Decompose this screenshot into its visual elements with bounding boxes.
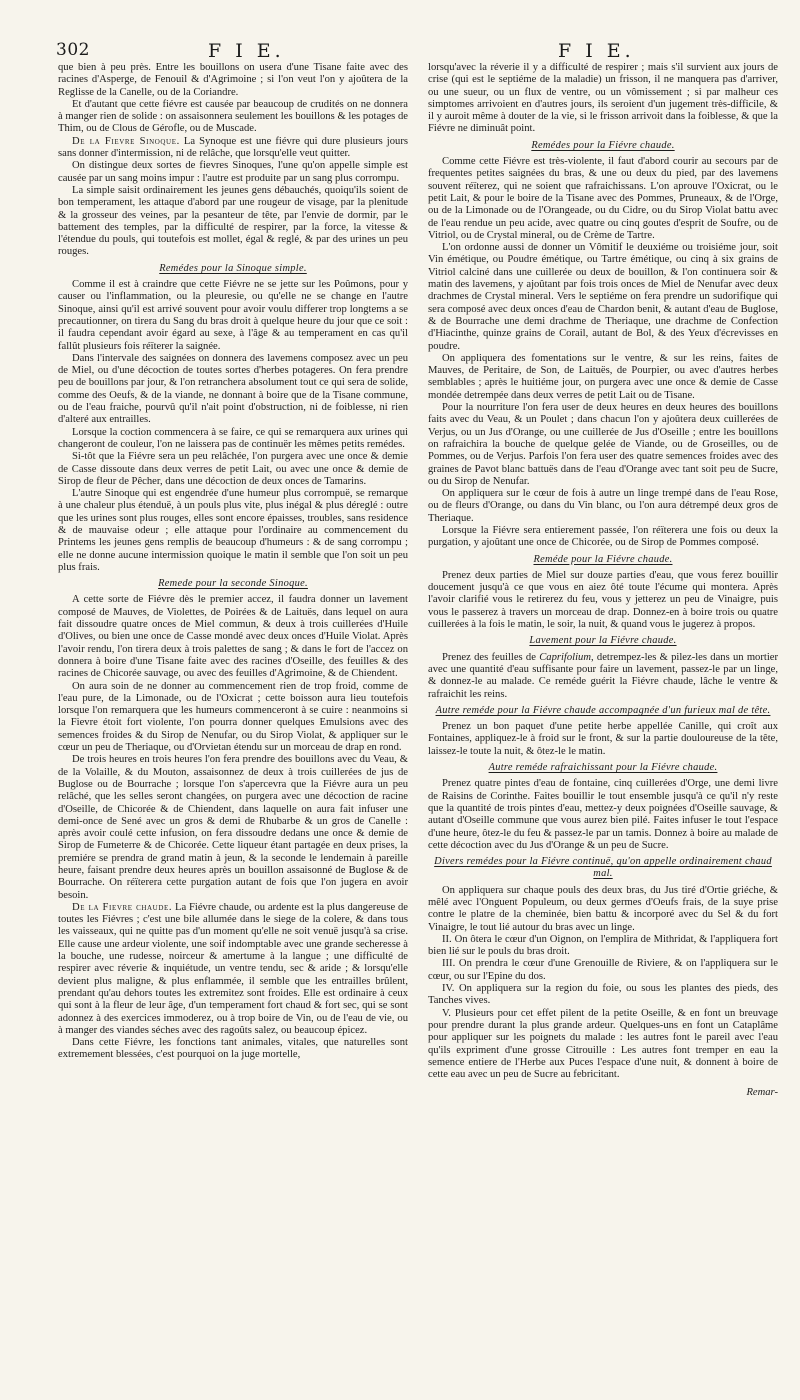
right-column [428, 62, 778, 1378]
paragraph: Si-tôt que la Fiévre sera un peu relâchée, l'on purgera avec une once & demie de Casse dissoute dans deux verres de petit Lait, ou avec une once & demie de Sirop de fleur de Pêcher, dans une décoction de deux onces de Tamarins. [58, 451, 408, 487]
paragraph: III. On prendra le cœur d'une Grenouille de Riviere, & on l'appliquera sur le cœur, ou sur l'Epine du dos. [428, 958, 778, 982]
left-column [58, 62, 408, 1378]
remedy-heading: Remédes pour la Sinoque simple. [159, 262, 307, 274]
text-columns [58, 62, 778, 1378]
paragraph: A cette sorte de Fiévre dès le premier accez, il faudra donner un lavement composé de Mauves, de Violettes, de Poirées & de Laituës, dans lequel on aura fait dissoudre quatre onces de Miel commun, & deux à trois cuillerées d'Huile d'Olives, ou bien une once de Casse mondé avec deux onces d'Huile Violat. Après l'avoir rendu, l'on tirera deux à trois palettes de sang ; & dans le fort de l'accez on donnera à boire d'une Tisane faite avec des racines d'Oseille, des feuilles & des racines de Chicorée sauvage, ou avec des feuilles d'Agrimoine, & de Chiendent. [58, 594, 408, 680]
paragraph: De trois heures en trois heures l'on fera prendre des bouillons avec du Veau, & de la Volaille, & du Mouton, assaisonnez de deux à trois cuillerées de jus de Buglose ou de Bourrache ; lorsque l'on s'apercevra que la Fiévre aura un peu relâché, que les selles seront changées, on purgera avec une décoction de racine d'Oseille, de Chicorée & de Chiendent, dans laquelle on aura fait infuser une demi-once de Sené avec un gros & demi de Rhubarbe & un gros de Canelle : après avoir coulé cette infusion, on fera dissoudre dedans une once & demie de Sirop de Fumeterre & de Chicorée. Cette liqueur étant partagée en deux prises, la premiére se prendra de grand matin à jeun, & la seconde le lendemain à pareille heure, faisant prendre deux heures après un bouillon assaisonné de Buglose & de Bourrache. On réïterera cette purgation autant de fois que l'on jugera en avoir besoin. [58, 754, 408, 901]
paragraph: On appliquera sur le cœur de fois à autre un linge trempé dans de l'eau Rose, ou de fleurs d'Orange, ou dans du Vin blanc, ou l'on aura détrempé deux gros de Theriaque. [428, 488, 778, 524]
paragraph: On aura soin de ne donner au commencement rien de trop froid, comme de l'eau pure, de la Limonade, ou de l'Oxicrat ; cette boisson aura lieu toutefois lorsque l'on remarquera que les humeurs commenceront à se cuire : neanmoins si la Fievre étoit fort violente, l'on pourra donner quelques Emulsions avec des semences froides & du Sirop de Nenufar, ou du Sirop Violat, & appliquer sur le cœur un peu de Theriaque, ou d'Orvietan étendu sur un morceau de drap en rond. [58, 680, 408, 754]
paragraph: Prenez deux parties de Miel sur douze parties d'eau, que vous ferez bouillir doucement jusqu'à ce que vous en aiez ôté toute l'écume qui montera. Après l'avoir clarifié vous le retirerez du feu, vous y jetterez un peu de Vinaigre, puis vous le passerez à travers un morceau de drap. Donnez-en à boire trois ou quatre cuillerées à la fois le matin, le soir, la nuit, & quand vous le jugerez à propos. [428, 569, 778, 631]
paragraph: L'on ordonne aussi de donner un Vômitif le deuxiéme ou troisiéme jour, soit Vin émétique, ou Poudre émétique, ou Tartre émétique, ou cinq à six grains de Vitriol calciné dans une cuillerée ou deux de bouillon, & l'on continuera soir & matin des lavemens, y ajoûtant par fois trois onces de Miel de Nenufar avec deux drachmes de Crystal mineral. Vers le septiéme on fera prendre un sudorifique qui sera composé avec deux onces d'eau de Chardon benit, & autant d'eau de Buglose, & de Bourrache une demi drachme de Theriaque, une drachme de Confection d'Hiacinthe, quinze grains de Corail, autant de Bol, & des Yeux d'écrevisses en poudre. [428, 242, 778, 352]
latin-term: Caprifolium [539, 651, 592, 663]
paragraph: De la Fievre chaude. La Fiévre chaude, ou ardente est la plus dangereuse de toutes les Fiévres ; c'est une bile allumée dans le siege de la colere, & dans tous les vaisseaux, qui ne quitte pas d'un moment qu'elle ne soit venuë jusqu'à sa crise. Elle cause une ardeur violente, une soif indomptable avec une grande secheresse à la bouche, une rudesse, noirceur & amertume à la langue ; une difficulté de respirer avec réverie & inquiétude, un ventre tendu, sec & aride ; & lorsqu'elle devient plus maligne, & plus enflammée, il semble que les entrailles brûlent, prendant qu'au dehors toutes les extremitez sont froides. Elle est ordinaire à ceux qui sont à la fleur de leur âge, d'un temperament fort chaud & fort sec, qui se sont adonnez à des exercices immoderez, ou à trop boire de Vin, ou de l'eau de vie, ou à manger des viandes séches avec des ragoûts salez, ou beaucoup épicez. [58, 901, 408, 1036]
paragraph: Comme il est à craindre que cette Fiévre ne se jette sur les Poûmons, pour y causer ou l'inflammation, ou la pleuresie, ou qu'elle ne se change en l'autre Sinoque, ainsi qu'il est arrivé souvent pour avoir voulu differer trop longtems a se precautionner, on tirera du Sang du bras droit à quelque heure du jour que ce soit : il faudra cependant avoir égard au sexe, à l'âge & au temperament en cas qu'il fallût plusieurs fois réïterer la saignée. [58, 279, 408, 352]
remedy-heading: Reméde pour la Fiévre chaude. [533, 553, 673, 565]
paragraph: Dans l'intervale des saignées on donnera des lavemens composez avec un peu de Miel, ou d'une décoction de toutes sortes d'herbes potageres. On fera prendre peu de bouillons par jour, & l'on retranchera absolument tout ce qui sera de solide, comme des Oeufs, & de la viande, ne donnant à boire que de la Tisane commune, ou de l'eau fraiche, pourvû qu'il n'ait point d'obstruction, ni de foiblesse, ni rien d'alteré aux entrailles. [58, 352, 408, 426]
paragraph: IV. On appliquera sur la region du foie, ou sous les plantes des pieds, des Tanches vives. [428, 983, 778, 1007]
running-head-left: F I E. [208, 40, 285, 62]
paragraph: que bien à peu près. Entre les bouillons on usera d'une Tisane faite avec des racines d'Asperge, de Fenouil & d'Agrimoine ; si l'on veut l'on y ajoûtera de la Reglisse de la Canelle, ou de la Coriandre. [58, 62, 408, 98]
paragraph: Lorsque la Fiévre sera entierement passée, l'on réïterera une fois ou deux la purgation, y ajoûtant une once de Chicorée, ou de Sirop de Pommes composé. [428, 524, 778, 549]
section-heading: De la Fievre Sinoque. [72, 135, 180, 147]
catchword: Remar- [746, 1087, 778, 1099]
remedy-heading: Autre reméde rafraichissant pour la Fiévre chaude. [488, 762, 718, 774]
paragraph: lorsqu'avec la réverie il y a difficulté de respirer ; mais s'il survient aux jours de crise (qui est le septiéme de la maladie) un frisson, il ne manquera pas d'arriver, ou une sueur, ou un flux de ventre, ou un vômissement ; si par malheur ces simptomes arrivoient en d'autres jours, ils seroient d'un jugement très-difficile, & il y auroit même à douter de la vie, si le frisson arrivoit dans la foiblesse, & que la Fiévre ne diminuât point. [428, 62, 778, 135]
remedy-heading: Autre reméde pour la Fiévre chaude accompagnée d'un furieux mal de tête. [435, 704, 771, 716]
remedy-heading: Remede pour la seconde Sinoque. [158, 578, 308, 590]
paragraph: On appliquera sur chaque pouls des deux bras, du Jus tiré d'Ortie griéche, & mêlé avec l'Onguent Populeum, ou deux germes d'Oeufs frais, de la suye prise contre le platre de la cheminée, bien battu & incorporé avec du Sel & du fort Vinaigre, le tout lié autour du bras avec un linge. [428, 884, 778, 933]
paragraph: L'autre Sinoque qui est engendrée d'une humeur plus corrompuë, se remarque à une chaleur plus étenduë, à un pouls plus vite, plus inégal & plus déreglé : outre que les urines sont plus rouges, elles sont encore épaisses, troubles, sans residence & de mauvaise odeur ; elle attaque pour l'ordinaire au commencement du Printems les jeunes gens remplis de beaucoup d'humeurs : & de sang corrompu ; elle ne donne aucune intermission quoique le matin il semble que l'on soit un peu plus frais. [58, 488, 408, 573]
paragraph: La simple saisit ordinairement les jeunes gens débauchés, quoiqu'ils soient de bon temperament, les attaque d'abord par une rougeur de visage, par la plenitude & la grosseur des veines, par la pesanteur de tête, par l'envie de dormir, par le battement des temples, par la difficulté de respirer, par la force, la vitesse & l'étendue du pouls, qui toutefois est mollet, égal & reglé, & par des urines un peu rouges. [58, 184, 408, 258]
remedy-heading: Divers remédes pour la Fiévre continuë, qu'on appelle ordinairement chaud mal. [434, 856, 772, 880]
paragraph: Et d'autant que cette fiévre est causée par beaucoup de crudités on ne donnera à manger rien de solide : on assaisonnera seulement les bouillons & les potages de Thim, ou de Clous de Gérofle, ou de Muscade. [58, 98, 408, 135]
page-header [58, 36, 778, 62]
paragraph: Dans cette Fiévre, les fonctions tant animales, vitales, que naturelles sont extremement blessées, c'est pourquoi on la juge mortelle, [58, 1037, 408, 1061]
paragraph: De la Fievre Sinoque. La Synoque est une fiévre qui dure plusieurs jours sans donner d'intermission, ni de relâche, que lorsqu'elle veut quitter. [58, 135, 408, 160]
remedy-heading: Remédes pour la Fiévre chaude. [531, 139, 675, 151]
paragraph: Prenez un bon paquet d'une petite herbe appellée Canille, qui croît aux Fontaines, appliquez-le à froid sur le front, & sur la partie douloureuse de la tête, laissez-le toute la nuit, & ôtez-le le matin. [428, 721, 778, 757]
paragraph: On distingue deux sortes de fievres Sinoques, l'une qu'on appelle simple est causée par un sang moins impur : l'autre est produite par un sang plus corrompu. [58, 160, 408, 184]
remedy-heading: Lavement pour la Fiévre chaude. [529, 635, 677, 647]
paragraph: Comme cette Fiévre est très-violente, il faut d'abord courir au secours par de frequentes petites saignées du bras, & une ou deux du pied, par des lavemens souvent réïterez, qui ne soient que rafraichissans. L'on aprouve l'Oxicrat, ou le petit Lait, & pour le boire de la Tisane avec des Pommes, Pruneaux, & de l'Orge, ou de la Limonade ou de l'Orangeade, ou du Cidre, ou du Sirop Violat battu avec de l'eau rendue un peu acide, avec quatre ou cinq goutes d'esprit de Soufre, ou de Vitriol, ou de Crystal mineral, ou de Crème de Tartre. [428, 156, 778, 241]
paragraph: II. On ôtera le cœur d'un Oignon, on l'emplira de Mithridat, & l'appliquera fort bien lié sur le pouls du bras droit. [428, 933, 778, 958]
running-head-right: F I E. [558, 40, 635, 62]
paragraph: On appliquera des fomentations sur le ventre, & sur les reins, faites de Mauves, de Peritaire, de Son, de Laituës, de Pourpier, ou avec d'autres herbes semblables ; après le huitiéme jour, on purgera avec une once & demie de Casse mondée detrempée dans deux verres de petit Lait ou de Tisane. [428, 352, 778, 401]
paragraph: Lorsque la coction commencera à se faire, ce qui se remarquera aux urines qui changeront de couleur, l'on ne laissera pas de continuër les mêmes petits remédes. [58, 426, 408, 450]
paragraph: Prenez quatre pintes d'eau de fontaine, cinq cuillerées d'Orge, une demi livre de Raisins de Corinthe. Faites bouillir le tout ensemble jusqu'à ce qu'il n'y reste que la quantité de trois pintes d'eau, mettez-y deux poignées d'Oseille sauvage, & autant d'Oseille commune que vous aurez bien pilé. Faites infuser le tout l'espace d'une heure, ôtez-le du feu & passez-le par un tamis. Donnez à boire au malade de cette décoction avec du Jus d'Orange & un peu de Sucre. [428, 778, 778, 851]
page-number: 302 [56, 40, 90, 60]
section-heading: De la Fievre chaude. [72, 901, 173, 913]
paragraph: Prenez des feuilles de Caprifolium, detrempez-les & pilez-les dans un mortier avec une quantité d'eau suffisante pour faire un lavement, passez-le par un linge, & donnez-le au malade. Ce reméde guérit la Fiévre chaude, lâche le ventre & rafraichit les reins. [428, 651, 778, 700]
paragraph: Pour la nourriture l'on fera user de deux heures en deux heures des bouillons faits avec du Veau, & un Poulet ; dans chacun l'on y ajoûtera deux cuillerées de Verjus, ou un Jus d'Orange, ou une cuillerée de Jus d'Oseille ; entre les bouillons on rafraichira la bouche de quelque gelée de Viande, ou de Groseilles, ou de Pommes, ou de Verjus. Parfois l'on fera user des quatre semences froides avec des graines de Pavot blanc battuës dans de l'eau d'Orange avec tant soit peu de Sucre, ou du Sirop de Nenufar. [428, 402, 778, 487]
paragraph: V. Plusieurs pour cet effet pilent de la petite Oseille, & en font un breuvage pour prendre durant la plus grande ardeur. Quelques-uns en font un Cataplâme pour appliquer sur les poignets du malade : les autres font le pareil avec l'eau qu'ils expriment d'une grosse Citrouille : Les autres font tremper en eau la semence entiere de l'Herbe aux Puces l'espace d'une nuit, & donnent à boire de cette eau avec un peu de Sucre au febricitant. [428, 1007, 778, 1081]
